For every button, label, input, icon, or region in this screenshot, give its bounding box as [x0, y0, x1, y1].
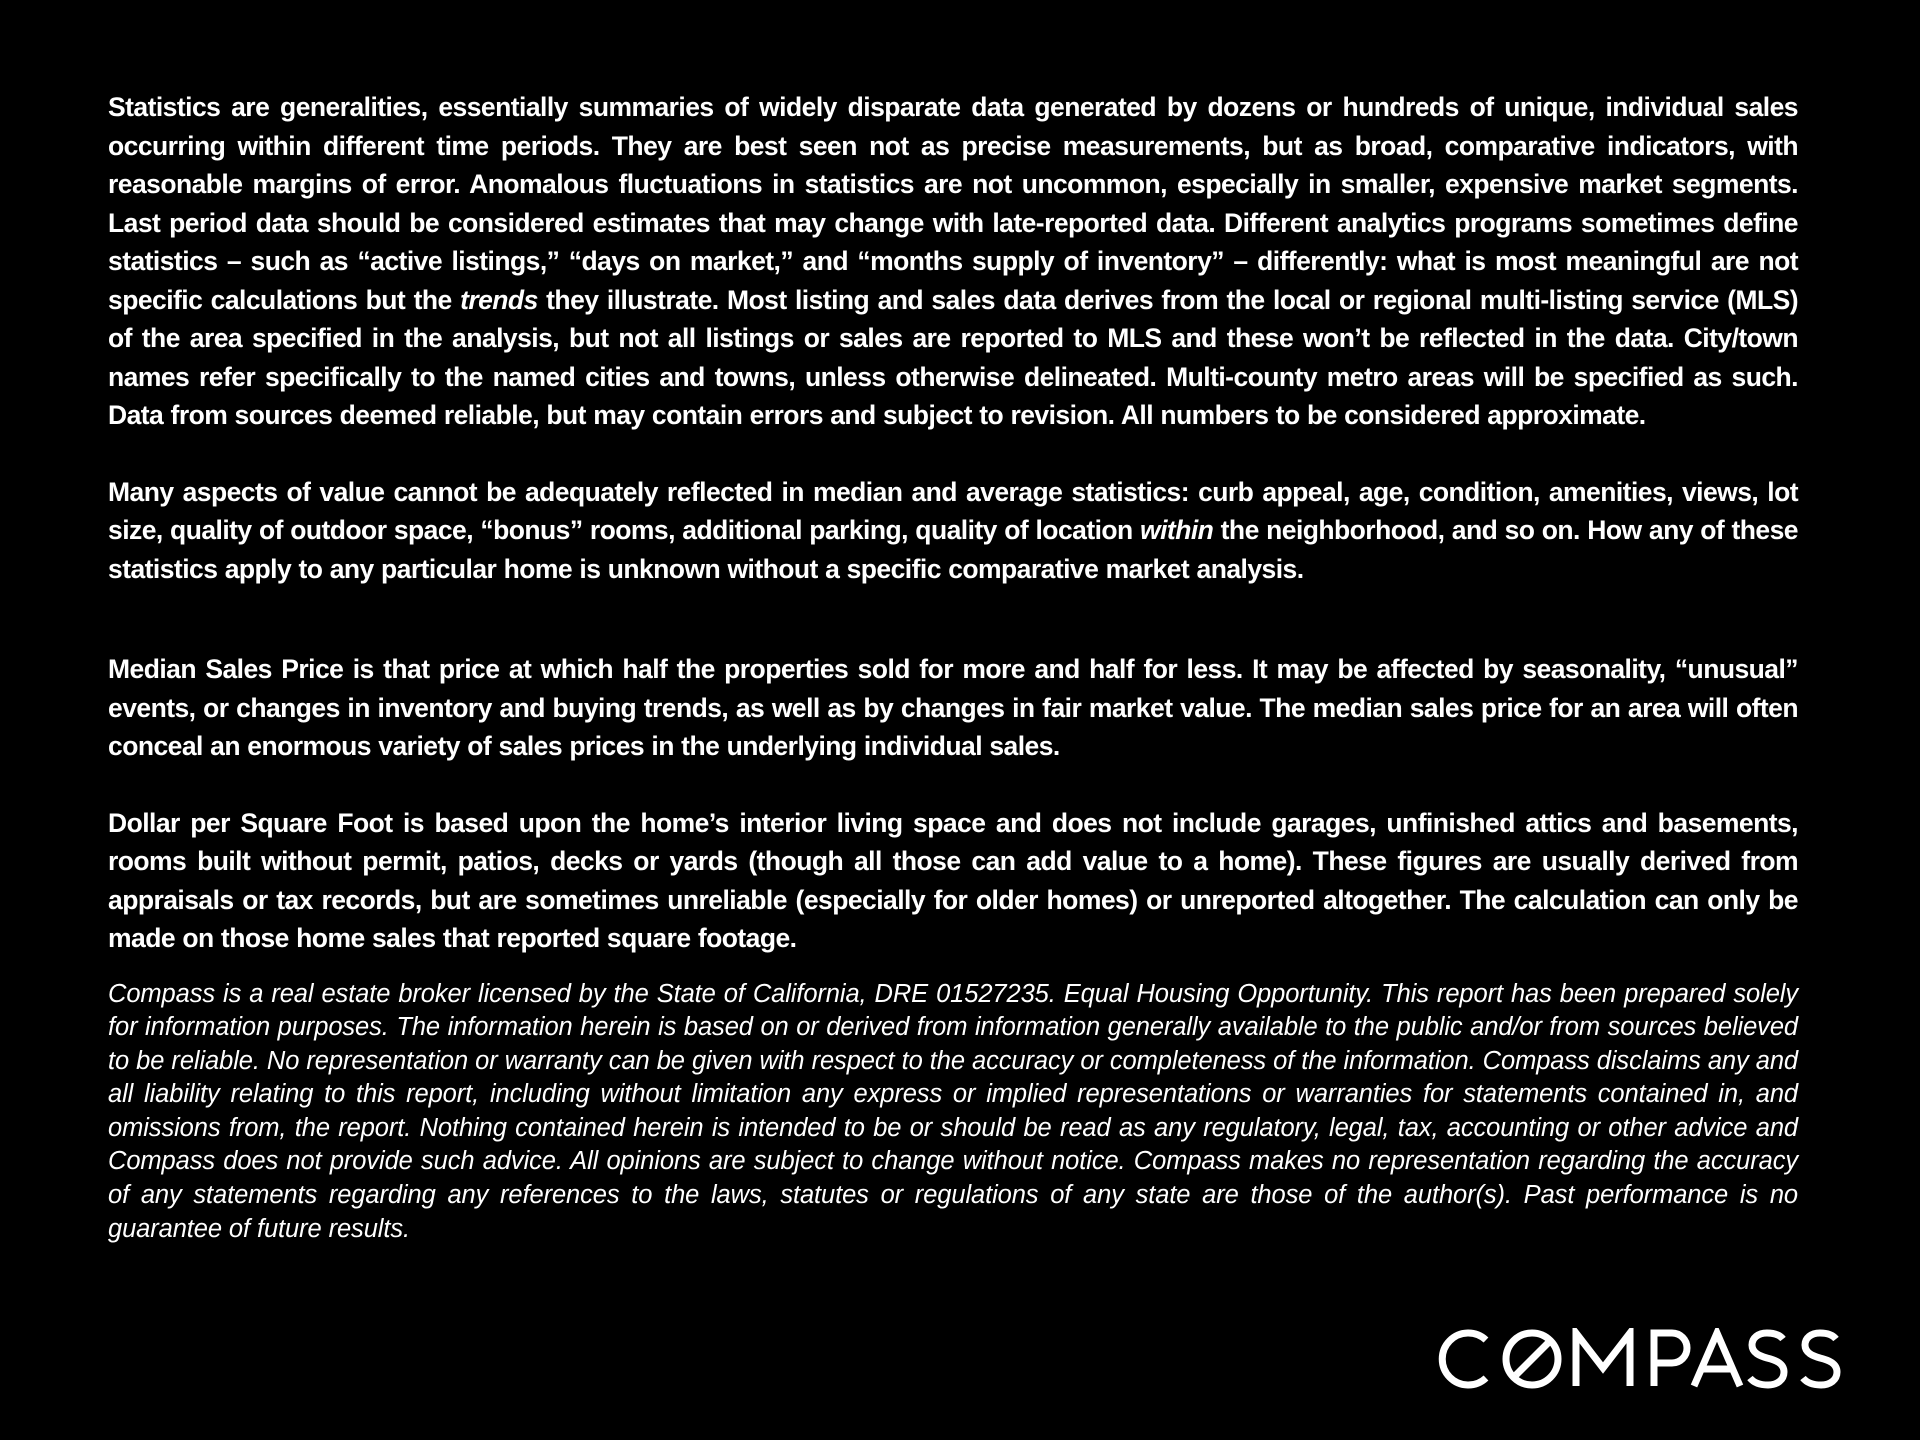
dollar-per-square-foot-paragraph: Dollar per Square Foot is based upon the home’s interior living space and does not include garages, unfinished attics and basements, rooms built without permit, patios, decks or yards (though all those can add value to a home). These figures are usually derived from appraisals or tax records, but are sometimes unreliable (especially for older homes) or unreported altogether. The calculation can only be made on those home sales that reported square footage. [108, 807, 1798, 953]
value-aspects-text-start: Many aspects of value cannot be adequately reflected in median and average statistics: curb appeal, age, condition, amenities, views, lot size, quality of outdoor space, “bonus” rooms, additional parking, quality of location [108, 476, 1798, 545]
compass-logo [1436, 1328, 1846, 1390]
document-body [108, 88, 1798, 1246]
statistics-paragraph [108, 88, 1798, 435]
statistics-text-start: Statistics are generalities, essentially summaries of widely disparate data generated by dozens or hundreds of unique, individual sales occurring within different time periods. They are best seen not as precise measurements, but as broad, comparative indicators, with reasonable margins of error. Anomalous fluctuations in statistics are not uncommon, especially in smaller, expensive market segments. Last period data should be considered estimates that may change with late-reported data. Different analytics programs sometimes define statistics – such as “active listings,” “days on market,” and “months supply of inventory” – differently: what is most meaningful are not specific calculations but the [108, 92, 1798, 315]
legal-disclaimer: Compass is a real estate broker licensed by the State of California, DRE 01527235. Equal Housing Opportunity. This report has been prepared solely for information purposes. The information herein is based on or derived from information generally available to the public and/or from sources believed to be reliable. No representation or warranty can be given with respect to the accuracy or completeness of the information. Compass disclaims any and all liability relating to this report, including without limitation any express or implied representations or warranties for statements contained in, and omissions from, the report. Nothing contained herein is intended to be or should be read as any regulatory, legal, tax, accounting or other advice and Compass does not provide such advice. All opinions are subject to change without notice. Compass makes no representation regarding the accuracy of any statements regarding any references to the laws, statutes or regulations of any state are those of the author(s). Past performance is no guarantee of future results. [108, 979, 1798, 1243]
value-aspects-paragraph [108, 473, 1798, 589]
median-sales-price-paragraph: Median Sales Price is that price at which half the properties sold for more and half for less. It may be affected by seasonality, “unusual” events, or changes in inventory and buying trends, as well as by changes in fair market value. The median sales price for an area will often conceal an enormous variety of sales prices in the underlying individual sales. [108, 654, 1798, 761]
trends-emphasis: trends [460, 284, 538, 315]
within-emphasis: within [1140, 515, 1214, 545]
statistics-text-end: they illustrate. Most listing and sales data derives from the local or regional multi-listing service (MLS) of the area specified in the analysis, but not all listings or sales are reported to MLS and these won’t be reflected in the data. City/town names refer specifically to the named cities and towns, unless otherwise delineated. Multi-county metro areas will be specified as such. Data from sources deemed reliable, but may contain errors and subject to revision. All numbers to be considered approximate. [108, 284, 1798, 430]
compass-logo-svg [1436, 1328, 1846, 1390]
value-aspects-text-end: the neighborhood, and so on. How any of these statistics apply to any particular home is unknown without a specific comparative market analysis. [108, 515, 1798, 584]
